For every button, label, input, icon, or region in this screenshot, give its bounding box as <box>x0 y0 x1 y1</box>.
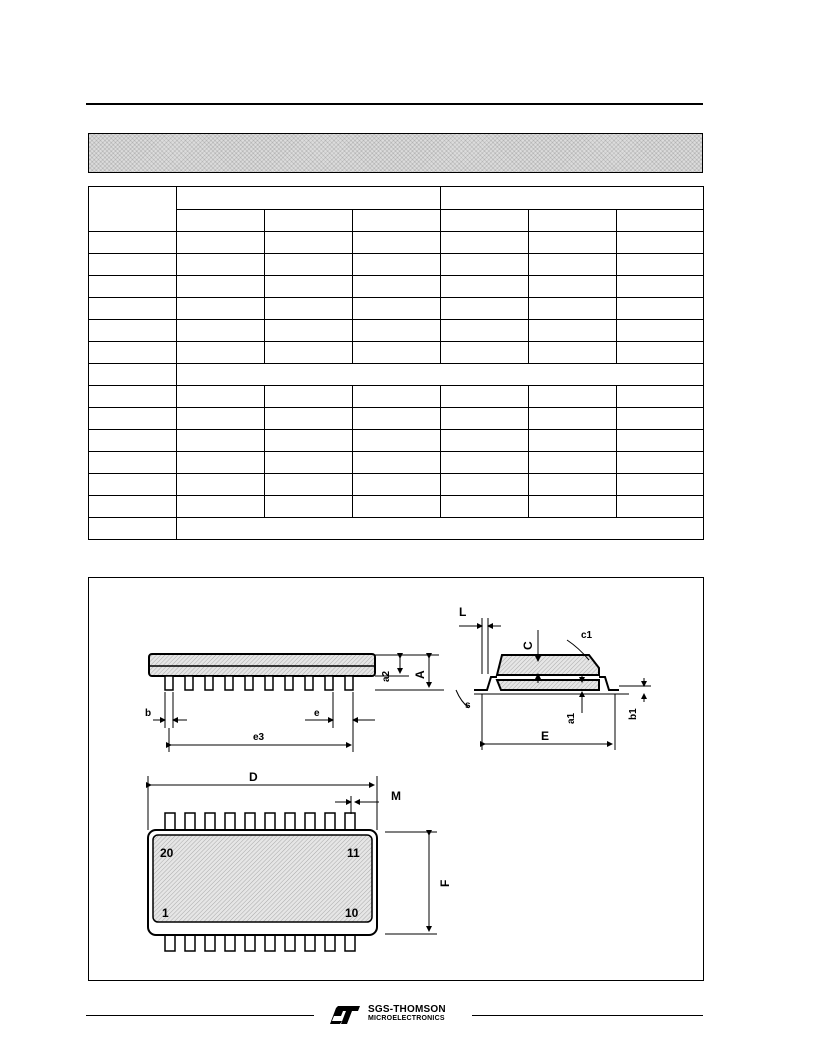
table-header-row <box>89 187 704 210</box>
table-cell <box>441 254 529 276</box>
dim-label-a1: a1 <box>566 712 577 724</box>
dimension-table <box>88 186 704 540</box>
table-row <box>89 430 704 452</box>
table-cell <box>617 496 704 518</box>
table-cell <box>353 452 441 474</box>
table-cell <box>353 474 441 496</box>
top-view-upper-leads <box>165 813 355 830</box>
table-cell <box>177 342 265 364</box>
table-cell <box>265 276 353 298</box>
table-cell <box>617 254 704 276</box>
table-cell <box>529 232 617 254</box>
table-cell <box>89 408 177 430</box>
table-cell <box>265 320 353 342</box>
table-cell <box>617 430 704 452</box>
table-cell <box>353 386 441 408</box>
dim-label-M: M <box>391 789 401 803</box>
table-cell <box>441 276 529 298</box>
table-cell <box>353 408 441 430</box>
table-cell <box>89 232 177 254</box>
table-cell <box>441 187 704 210</box>
table-cell <box>441 210 529 232</box>
table-cell <box>177 320 265 342</box>
dim-label-b1: b1 <box>628 708 639 720</box>
top-view-lower-leads <box>165 934 355 951</box>
table-cell <box>89 430 177 452</box>
table-cell <box>529 430 617 452</box>
table-subheader-row <box>89 210 704 232</box>
table-cell <box>265 496 353 518</box>
table-row <box>89 342 704 364</box>
table-row <box>89 276 704 298</box>
table-cell <box>265 298 353 320</box>
table-cell <box>353 342 441 364</box>
table-cell <box>177 254 265 276</box>
table-row <box>89 386 704 408</box>
table-cell <box>529 210 617 232</box>
section-title-bar <box>88 133 703 173</box>
table-cell <box>617 232 704 254</box>
table-cell <box>353 276 441 298</box>
dim-label-D: D <box>249 770 258 784</box>
table-cell <box>529 254 617 276</box>
table-cell <box>177 276 265 298</box>
table-cell <box>353 496 441 518</box>
table-cell <box>617 452 704 474</box>
table-cell <box>441 320 529 342</box>
table-cell <box>265 430 353 452</box>
pin-label-1: 1 <box>162 906 169 920</box>
table-cell <box>529 342 617 364</box>
table-row <box>89 452 704 474</box>
table-row <box>89 496 704 518</box>
table-cell <box>177 364 704 386</box>
pin-label-10: 10 <box>345 906 359 920</box>
table-cell <box>89 320 177 342</box>
table-cell <box>89 386 177 408</box>
dim-label-a2: a2 <box>381 670 392 682</box>
table-cell <box>617 386 704 408</box>
table-cell <box>353 232 441 254</box>
table-cell <box>265 386 353 408</box>
dim-label-C: C <box>521 641 535 650</box>
side-view-leads <box>165 676 353 690</box>
dim-label-e: e <box>314 708 320 719</box>
table-cell <box>89 496 177 518</box>
table-cell <box>617 342 704 364</box>
table-row <box>89 474 704 496</box>
table-cell <box>353 320 441 342</box>
table-cell <box>529 386 617 408</box>
table-cell <box>265 232 353 254</box>
table-cell <box>441 342 529 364</box>
pin-label-20: 20 <box>160 846 174 860</box>
table-cell <box>441 496 529 518</box>
table-cell <box>89 518 177 540</box>
table-cell <box>353 210 441 232</box>
header-rule <box>86 103 703 105</box>
brand-line1: SGS-THOMSON <box>368 1004 446 1015</box>
table-cell <box>177 408 265 430</box>
table-cell <box>529 298 617 320</box>
table-cell <box>177 232 265 254</box>
dim-label-F: F <box>438 879 452 887</box>
dim-label-c1: c1 <box>581 630 593 641</box>
table-cell <box>529 452 617 474</box>
dim-label-b: b <box>145 708 152 719</box>
table-cell <box>617 298 704 320</box>
table-cell <box>89 187 177 232</box>
table-cell <box>265 452 353 474</box>
table-cell <box>441 474 529 496</box>
table-cell <box>441 232 529 254</box>
table-cell <box>89 276 177 298</box>
footer-logo <box>330 1004 465 1026</box>
table-cell <box>617 408 704 430</box>
dim-label-s: s <box>465 700 471 711</box>
st-logo-icon <box>330 1004 364 1026</box>
package-drawing <box>88 577 704 981</box>
table-cell <box>353 254 441 276</box>
table-row <box>89 320 704 342</box>
brand-line2: MICROELECTRONICS <box>368 1015 445 1022</box>
table-cell <box>441 298 529 320</box>
package-outline-svg <box>89 578 703 980</box>
table-row <box>89 298 704 320</box>
table-cell <box>89 254 177 276</box>
table-cell <box>177 430 265 452</box>
table-cell <box>265 474 353 496</box>
footer-rule-left <box>86 1015 314 1016</box>
table-cell <box>265 254 353 276</box>
table-cell <box>177 210 265 232</box>
table-row <box>89 232 704 254</box>
table-row <box>89 518 704 540</box>
table-cell <box>177 386 265 408</box>
table-cell <box>89 298 177 320</box>
side-view <box>145 654 444 752</box>
table-cell <box>353 298 441 320</box>
pin-label-11: 11 <box>347 846 360 860</box>
table-cell <box>177 452 265 474</box>
dim-label-E: E <box>541 729 550 743</box>
table-cell <box>265 210 353 232</box>
table-cell <box>529 408 617 430</box>
lead-right <box>599 677 619 690</box>
dim-label-L: L <box>459 605 467 619</box>
table-cell <box>441 430 529 452</box>
table-cell <box>265 342 353 364</box>
table-cell <box>529 474 617 496</box>
table-cell <box>529 496 617 518</box>
table-cell <box>441 386 529 408</box>
side-view-body <box>149 654 375 676</box>
table-cell <box>441 452 529 474</box>
table-cell <box>617 276 704 298</box>
table-cell <box>529 320 617 342</box>
dim-label-A: A <box>413 670 427 679</box>
table-cell <box>441 408 529 430</box>
lead-left <box>474 677 497 690</box>
table-row <box>89 364 704 386</box>
table-cell <box>177 474 265 496</box>
table-cell <box>177 518 704 540</box>
top-view-inner <box>153 835 372 922</box>
table-cell <box>89 452 177 474</box>
end-view-body-bottom <box>497 680 599 690</box>
table-cell <box>265 408 353 430</box>
end-view-body-top <box>497 655 599 675</box>
table-cell <box>89 342 177 364</box>
table-row <box>89 254 704 276</box>
top-view <box>148 770 452 951</box>
table-cell <box>353 430 441 452</box>
table-cell <box>177 496 265 518</box>
table-cell <box>617 320 704 342</box>
table-cell <box>177 187 441 210</box>
end-view <box>456 605 651 750</box>
table-row <box>89 408 704 430</box>
table-cell <box>529 276 617 298</box>
table-cell <box>177 298 265 320</box>
table-cell <box>89 364 177 386</box>
table-cell <box>617 474 704 496</box>
table-cell <box>617 210 704 232</box>
table-cell <box>89 474 177 496</box>
dim-label-e3: e3 <box>253 732 265 743</box>
footer-rule-right <box>472 1015 703 1016</box>
